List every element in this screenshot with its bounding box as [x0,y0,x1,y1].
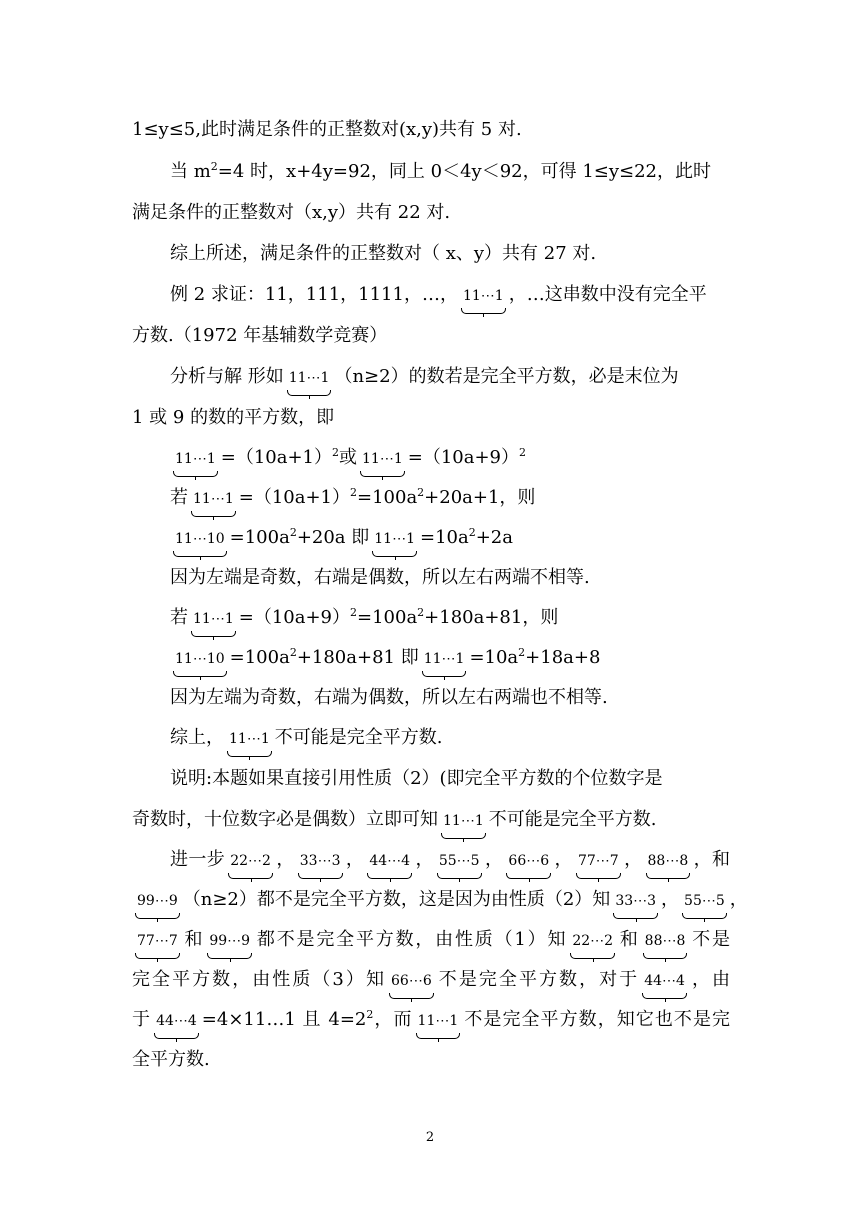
underbrace-number: 11⋯10 [173,527,227,551]
formula-line [170,526,513,551]
text-span: =100a [229,527,290,548]
underbrace-number: 11⋯1 [441,809,486,833]
text-span: （n≥2）都不是完全平方数，这是因为由性质（2）知 [182,889,611,910]
text-span: ，…这串数中没有完全平 [508,284,707,305]
text-span: +18a+8 [525,647,601,668]
text-span: =10a [420,527,469,548]
underbrace-number: 11⋯1 [416,1009,461,1033]
text-span: +20a+1，则 [424,487,536,508]
text-line [132,406,334,430]
text-span: 完全平方数，由性质（3）知 [132,969,386,990]
text-span: 分析与解 形如 [170,366,284,387]
underbrace-number: 44⋯4 [642,969,687,993]
underbrace-number: 77⋯7 [135,929,180,953]
text-span: 方数.（1972 年基辅数学竞赛） [132,325,388,346]
text-span: 满足条件的正整数对（x,y）共有 22 对. [132,202,451,223]
underbrace-number: 11⋯1 [191,487,236,511]
text-span: =4×11…1 且 4=2 [201,1009,367,1030]
text-line [132,1048,210,1072]
superscript: 2 [350,486,357,499]
text-span: ，而 [373,1009,413,1030]
text-span: ，由 [689,969,731,990]
text-span: ， [623,849,643,870]
text-span: =100a [229,647,290,668]
underbrace-number: 88⋯8 [643,929,688,953]
superscript: 2 [519,446,526,459]
superscript: 2 [417,606,425,619]
text-span: ， [661,889,680,910]
underbrace-number: 99⋯9 [207,929,252,953]
superscript: 2 [366,1008,374,1021]
underbrace-number: 11⋯10 [173,647,227,671]
text-span: （n≥2）的数若是完全平方数，必是末位为 [334,366,679,387]
text-line [170,242,596,266]
superscript: 2 [468,526,476,539]
text-span: =4 时，x+4y=92，同上 0＜4y＜92，可得 1≤y≤22，此时 [217,161,712,182]
text-span: 不是 [690,929,731,950]
text-span: ， [693,849,713,870]
text-line [170,726,442,751]
text-span: 因为左端是奇数，右端是偶数，所以左右两端不相等. [170,567,590,588]
text-line [170,686,608,710]
text-span: 若 [170,487,188,508]
text-span: 1≤y≤5,此时满足条件的正整数对(x,y)共有 5 对. [132,119,522,140]
formula-line [170,606,558,631]
page-number: 2 [425,1130,435,1145]
text-span: =（10a+1） [220,447,332,468]
text-line [170,566,590,590]
underbrace-number: 33⋯3 [298,849,343,873]
formula-line [170,446,526,471]
underbrace-number: 22⋯2 [570,929,615,953]
underbrace-number: 11⋯1 [227,727,272,751]
text-span: ， [484,849,504,870]
text-span: 1 或 9 的数的平方数，即 [132,407,335,428]
text-span: 例 2 求证：11，111，1111，…， [170,284,458,305]
underbrace-number: 55⋯5 [682,889,727,913]
underbrace-number: 66⋯6 [506,849,551,873]
text-span: 因为左端为奇数，右端为偶数，所以左右两端也不相等. [170,687,608,708]
underbrace-number: 11⋯1 [360,447,405,471]
text-span: 综上， [170,727,224,748]
text-line [132,888,748,913]
text-span: 和 [712,849,731,870]
text-line [170,848,730,873]
underbrace-number: 88⋯8 [646,849,691,873]
superscript: 2 [518,646,526,659]
text-span: ， [345,849,365,870]
superscript: 2 [289,646,297,659]
text-span: 或 [339,447,357,468]
underbrace-number: 99⋯9 [135,889,180,913]
text-span: ， [415,849,434,870]
underbrace-number: 77⋯7 [576,849,621,873]
text-span: 不可能是完全平方数. [488,809,657,830]
text-line [132,324,387,348]
text-span: 都不是完全平方数，由性质（1）知 [255,929,568,950]
text-span: 不是完全平方数，知它也不是完 [463,1009,731,1030]
underbrace-number: 11⋯1 [422,647,467,671]
formula-line [170,646,600,671]
text-span: =100a [357,487,418,508]
text-line [170,283,707,308]
underbrace-number: 44⋯4 [367,849,412,873]
text-span: =10a [469,647,519,668]
text-span: 于 [132,1009,152,1030]
text-span: 当 m [170,161,211,182]
text-span: 综上所述，满足条件的正整数对（ x、y）共有 27 对. [170,243,597,264]
text-line [132,118,522,142]
text-line [170,767,663,791]
superscript: 2 [210,160,218,173]
text-span: 说明:本题如果直接引用性质（2）(即完全平方数的个位数字是 [170,768,663,789]
text-span: 不可能是完全平方数. [274,727,443,748]
underbrace-number: 22⋯2 [228,849,273,873]
underbrace-number: 33⋯3 [613,889,658,913]
underbrace-number: 66⋯6 [389,969,434,993]
text-span: 若 [170,607,188,628]
text-span: ， [554,849,573,870]
text-span: 奇数时，十位数字必是偶数）立即可知 [132,809,438,830]
superscript: 2 [289,526,297,539]
text-span: ， [275,849,295,870]
text-span: =100a [357,607,418,628]
text-span: +180a+81 即 [296,647,419,668]
text-span: 全平方数. [132,1049,210,1070]
superscript: 2 [350,606,357,619]
text-line [132,1008,730,1033]
text-span: +180a+81，则 [424,607,559,628]
underbrace-number: 11⋯1 [287,366,332,390]
text-line [132,201,450,225]
text-line [132,968,730,993]
text-span: +2a [475,527,513,548]
text-span: 不是完全平方数，对于 [436,969,640,990]
text-span: ， [729,889,748,910]
text-line [170,365,679,390]
underbrace-number: 11⋯1 [191,607,236,631]
text-span: 进一步 [170,849,226,870]
text-line [170,160,711,184]
text-span: =（10a+9） [238,607,350,628]
text-span: +20a 即 [296,527,370,548]
underbrace-number: 11⋯1 [372,527,417,551]
underbrace-number: 44⋯4 [154,1009,199,1033]
text-line [132,808,656,833]
text-span: =（10a+1） [238,487,350,508]
formula-line [170,486,535,511]
text-span: 和 [182,929,205,950]
underbrace-number: 55⋯5 [437,849,482,873]
text-line [132,928,730,953]
underbrace-number: 11⋯1 [173,447,218,471]
underbrace-number: 11⋯1 [461,284,506,308]
superscript: 2 [417,486,425,499]
superscript: 2 [332,446,339,459]
text-span: 和 [618,929,640,950]
text-span: =（10a+9） [407,447,519,468]
